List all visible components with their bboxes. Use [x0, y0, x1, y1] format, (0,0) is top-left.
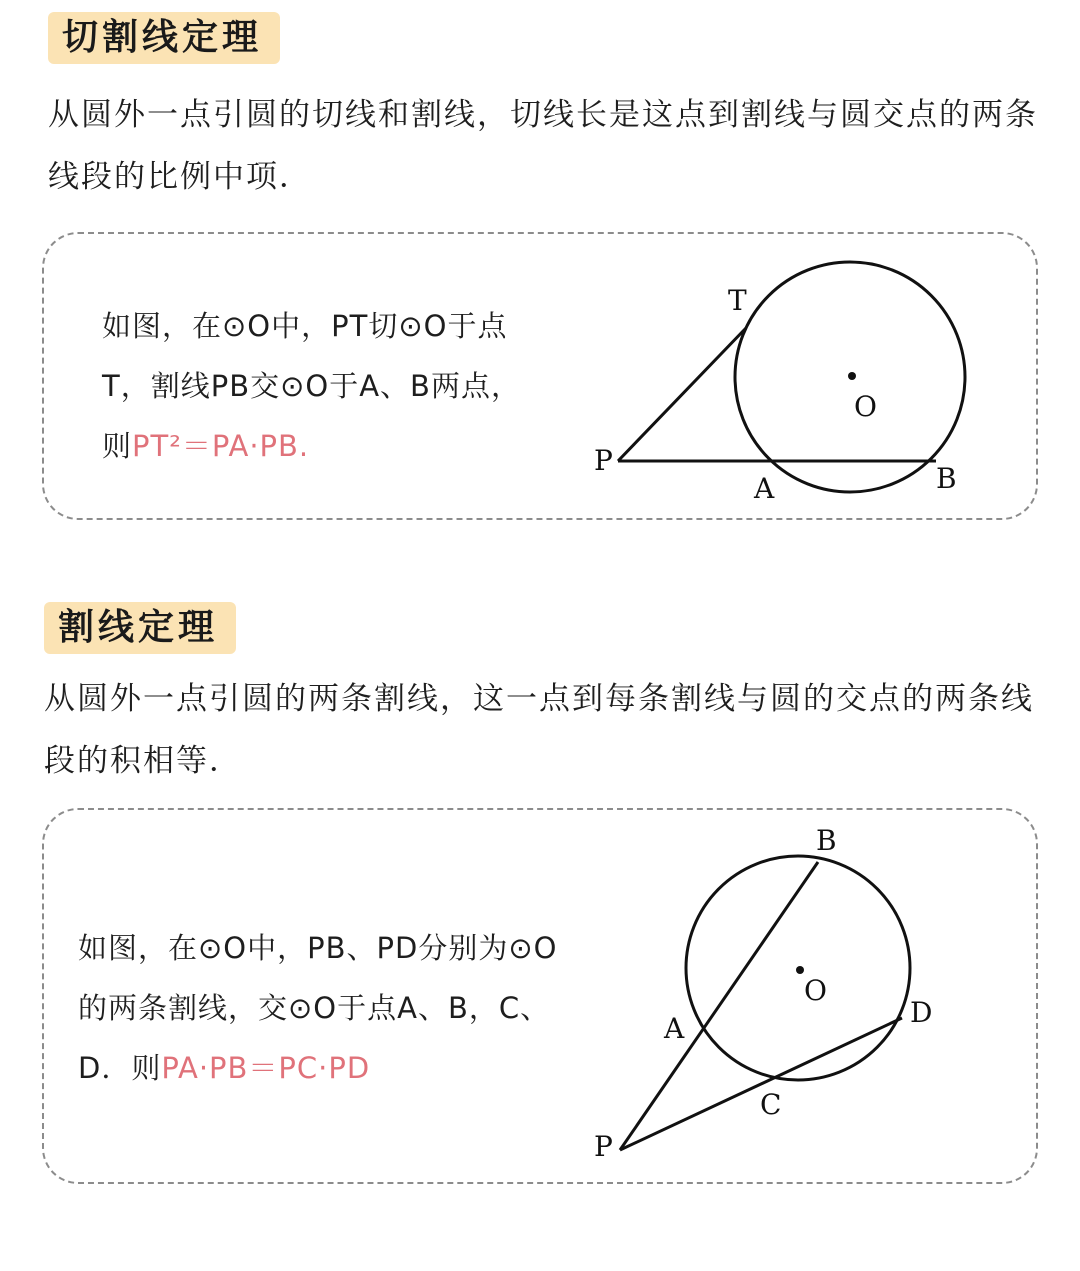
section1-formula: PT²＝PA·PB. — [132, 429, 310, 463]
section2-description: 从圆外一点引圆的两条割线，这一点到每条割线与圆的交点的两条线段的积相等． — [44, 681, 1034, 779]
label-p: P — [594, 444, 613, 477]
section1-example-text — [102, 296, 542, 476]
section2-example-text — [78, 918, 558, 1098]
center-point — [848, 372, 856, 380]
section1-example-statement: 如图，在⊙O中，PT切⊙O于点T，割线PB交⊙O于A、B两点，则 — [102, 309, 521, 463]
section2-title: 割线定理 — [44, 602, 236, 654]
label-a: A — [664, 1012, 685, 1045]
section1-title: 切割线定理 — [48, 12, 280, 64]
secant-secant-diagram — [580, 820, 1000, 1170]
section1-description: 从圆外一点引圆的切线和割线，切线长是这点到割线与圆交点的两条线段的比例中项． — [48, 97, 1038, 195]
tangent-line-pt — [618, 328, 746, 461]
secant-line-pb — [620, 862, 818, 1150]
label-d: D — [910, 996, 933, 1029]
label-b: B — [816, 824, 837, 857]
label-b: B — [936, 462, 957, 495]
label-a: A — [754, 472, 775, 505]
label-p: P — [594, 1130, 613, 1163]
label-c: C — [760, 1088, 782, 1121]
secant-line-pd — [620, 1018, 902, 1150]
section2-example-statement: 如图，在⊙O中，PB、PD分别为⊙O的两条割线，交⊙O于点A、B，C、D．则 — [78, 931, 558, 1085]
label-o: O — [804, 974, 827, 1007]
center-point — [796, 966, 804, 974]
tangent-secant-diagram — [580, 260, 1000, 510]
label-o: O — [854, 390, 877, 423]
label-t: T — [728, 284, 747, 317]
section2-formula: PA·PB＝PC·PD — [161, 1051, 371, 1085]
